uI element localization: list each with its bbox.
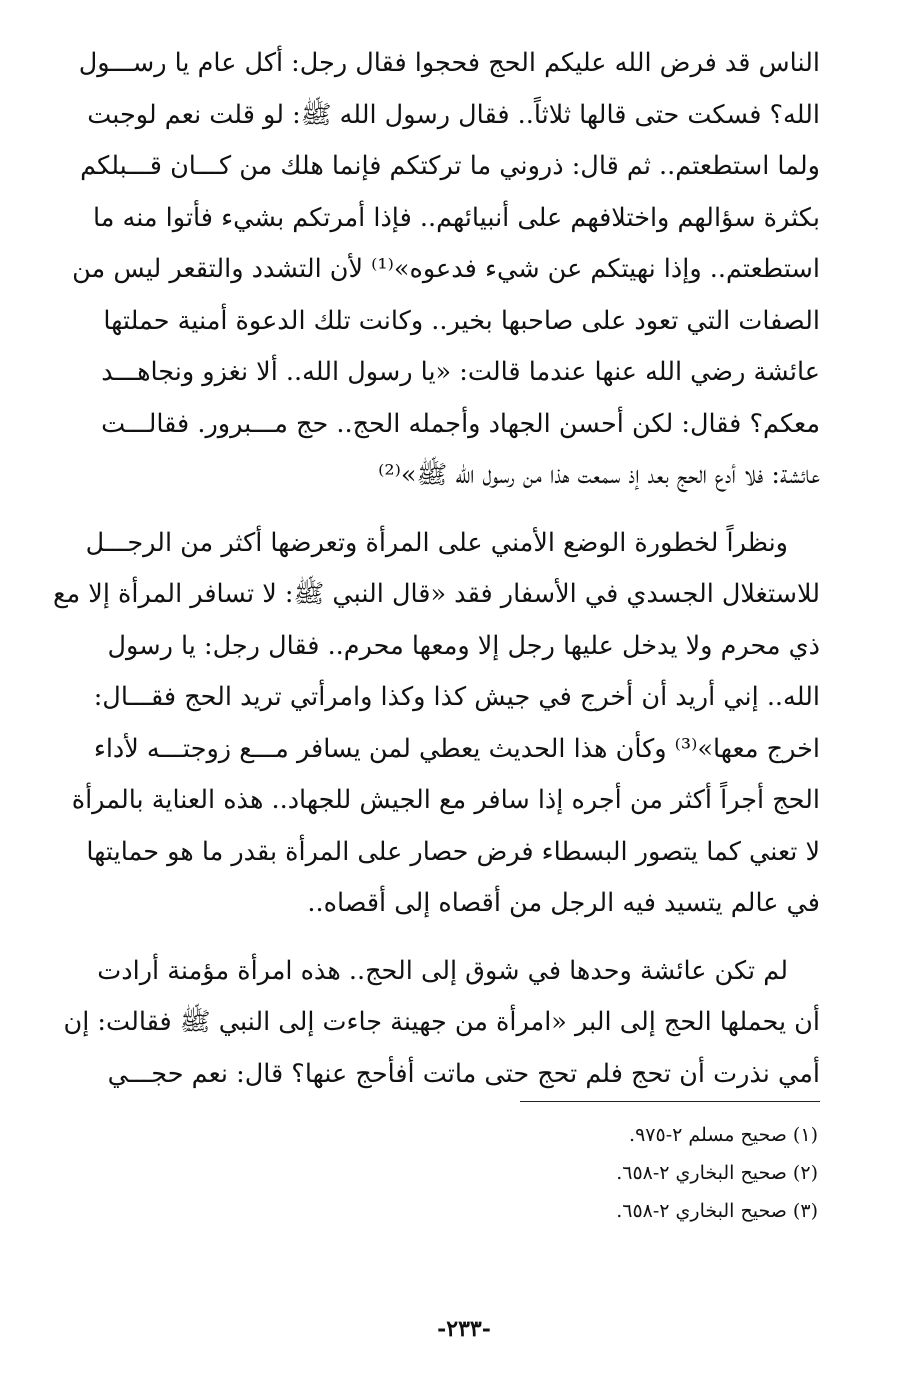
- footnotes: [108, 1116, 820, 1230]
- text-line: الله؟ فسكت حتى قالها ثلاثاً.. فقال رسول الله ﷺ: لو قلت نعم لوجبت: [87, 99, 820, 130]
- footnote-separator: [520, 1101, 820, 1102]
- text-line: ولما استطعتم.. ثم قال: ذروني ما تركتكم فإنما هلك من كـــان قـــبلكم: [80, 151, 820, 181]
- text-line: بكثرة سؤالهم واختلافهم على أنبيائهم.. فإذا أمرتكم بشيء فأتوا منه ما: [93, 202, 820, 233]
- text-line: لم تكن عائشة وحدها في شوق إلى الحج.. هذه امرأة مؤمنة أرادت: [97, 955, 788, 986]
- footnote: (٣) صحيح البخاري ٢-٦٥٨.: [616, 1200, 818, 1222]
- text-line: لا تعني كما يتصور البسطاء فرض حصار على المرأة بقدر ما هو حمايتها: [86, 836, 820, 867]
- text-line: الحج أجراً أكثر من أجره إذا سافر مع الجيش للجهاد.. هذه العناية بالمرأة: [71, 785, 820, 815]
- paragraph-2: [52, 518, 820, 930]
- text-line: الله.. إني أريد أن أخرج في جيش كذا وكذا وامرأتي تريد الحج فقـــال:: [93, 682, 820, 712]
- body-text: [52, 38, 820, 1100]
- text-line: الصفات التي تعود على صاحبها بخير.. وكانت تلك الدعوة أمنية حملتها: [103, 305, 820, 336]
- text-line: عائشة: فلا أدع الحج بعد إذ سمعت هذا من رسول الله ﷺ»⁽²⁾: [378, 460, 820, 490]
- text-line: عائشة رضي الله عنها عندما قالت: «يا رسول الله.. ألا نغزو ونجاهـــد: [101, 357, 820, 387]
- footnote: (١) صحيح مسلم ٢-٩٧٥.: [629, 1124, 818, 1146]
- paragraph-1: [72, 38, 820, 502]
- text-line: في عالم يتسيد فيه الرجل من أقصاه إلى أقصاه..: [307, 888, 820, 918]
- page-number: -٢٣٣-: [437, 1316, 491, 1342]
- text-line: الناس قد فرض الله عليكم الحج فحجوا فقال رجل: أكل عام يا رســـول: [78, 48, 820, 78]
- text-line: معكم؟ فقال: لكن أحسن الجهاد وأجمله الحج.. حج مـــبرور. فقالـــت: [101, 408, 820, 439]
- text-line: اخرج معها»⁽³⁾ وكأن هذا الحديث يعطي لمن يسافر مـــع زوجتـــه لأداء: [93, 733, 820, 764]
- text-line: أن يحملها الحج إلى البر «امرأة من جهينة جاءت إلى النبي ﷺ فقالت: إن: [63, 1007, 820, 1037]
- paragraph-spacer: [108, 930, 820, 946]
- page: [52, 38, 820, 1378]
- paragraph-spacer: [108, 502, 820, 518]
- text-line: استطعتم.. وإذا نهيتكم عن شيء فدعوه»⁽¹⁾ لأن التشدد والتقعر ليس من: [72, 254, 820, 284]
- text-line: للاستغلال الجسدي في الأسفار فقد «قال النبي ﷺ: لا تسافر المرأة إلا مع: [52, 579, 820, 609]
- footnote: (٢) صحيح البخاري ٢-٦٥٨.: [616, 1162, 818, 1184]
- text-line: أمي نذرت أن تحج فلم تحج حتى ماتت أفأحج عنها؟ قال: نعم حجـــي: [107, 1058, 820, 1089]
- text-line: ونظراً لخطورة الوضع الأمني على المرأة وتعرضها أكثر من الرجـــل: [85, 527, 788, 558]
- paragraph-3: [63, 946, 820, 1101]
- text-line: ذي محرم ولا يدخل عليها رجل إلا ومعها محرم.. فقال رجل: يا رسول: [107, 630, 820, 661]
